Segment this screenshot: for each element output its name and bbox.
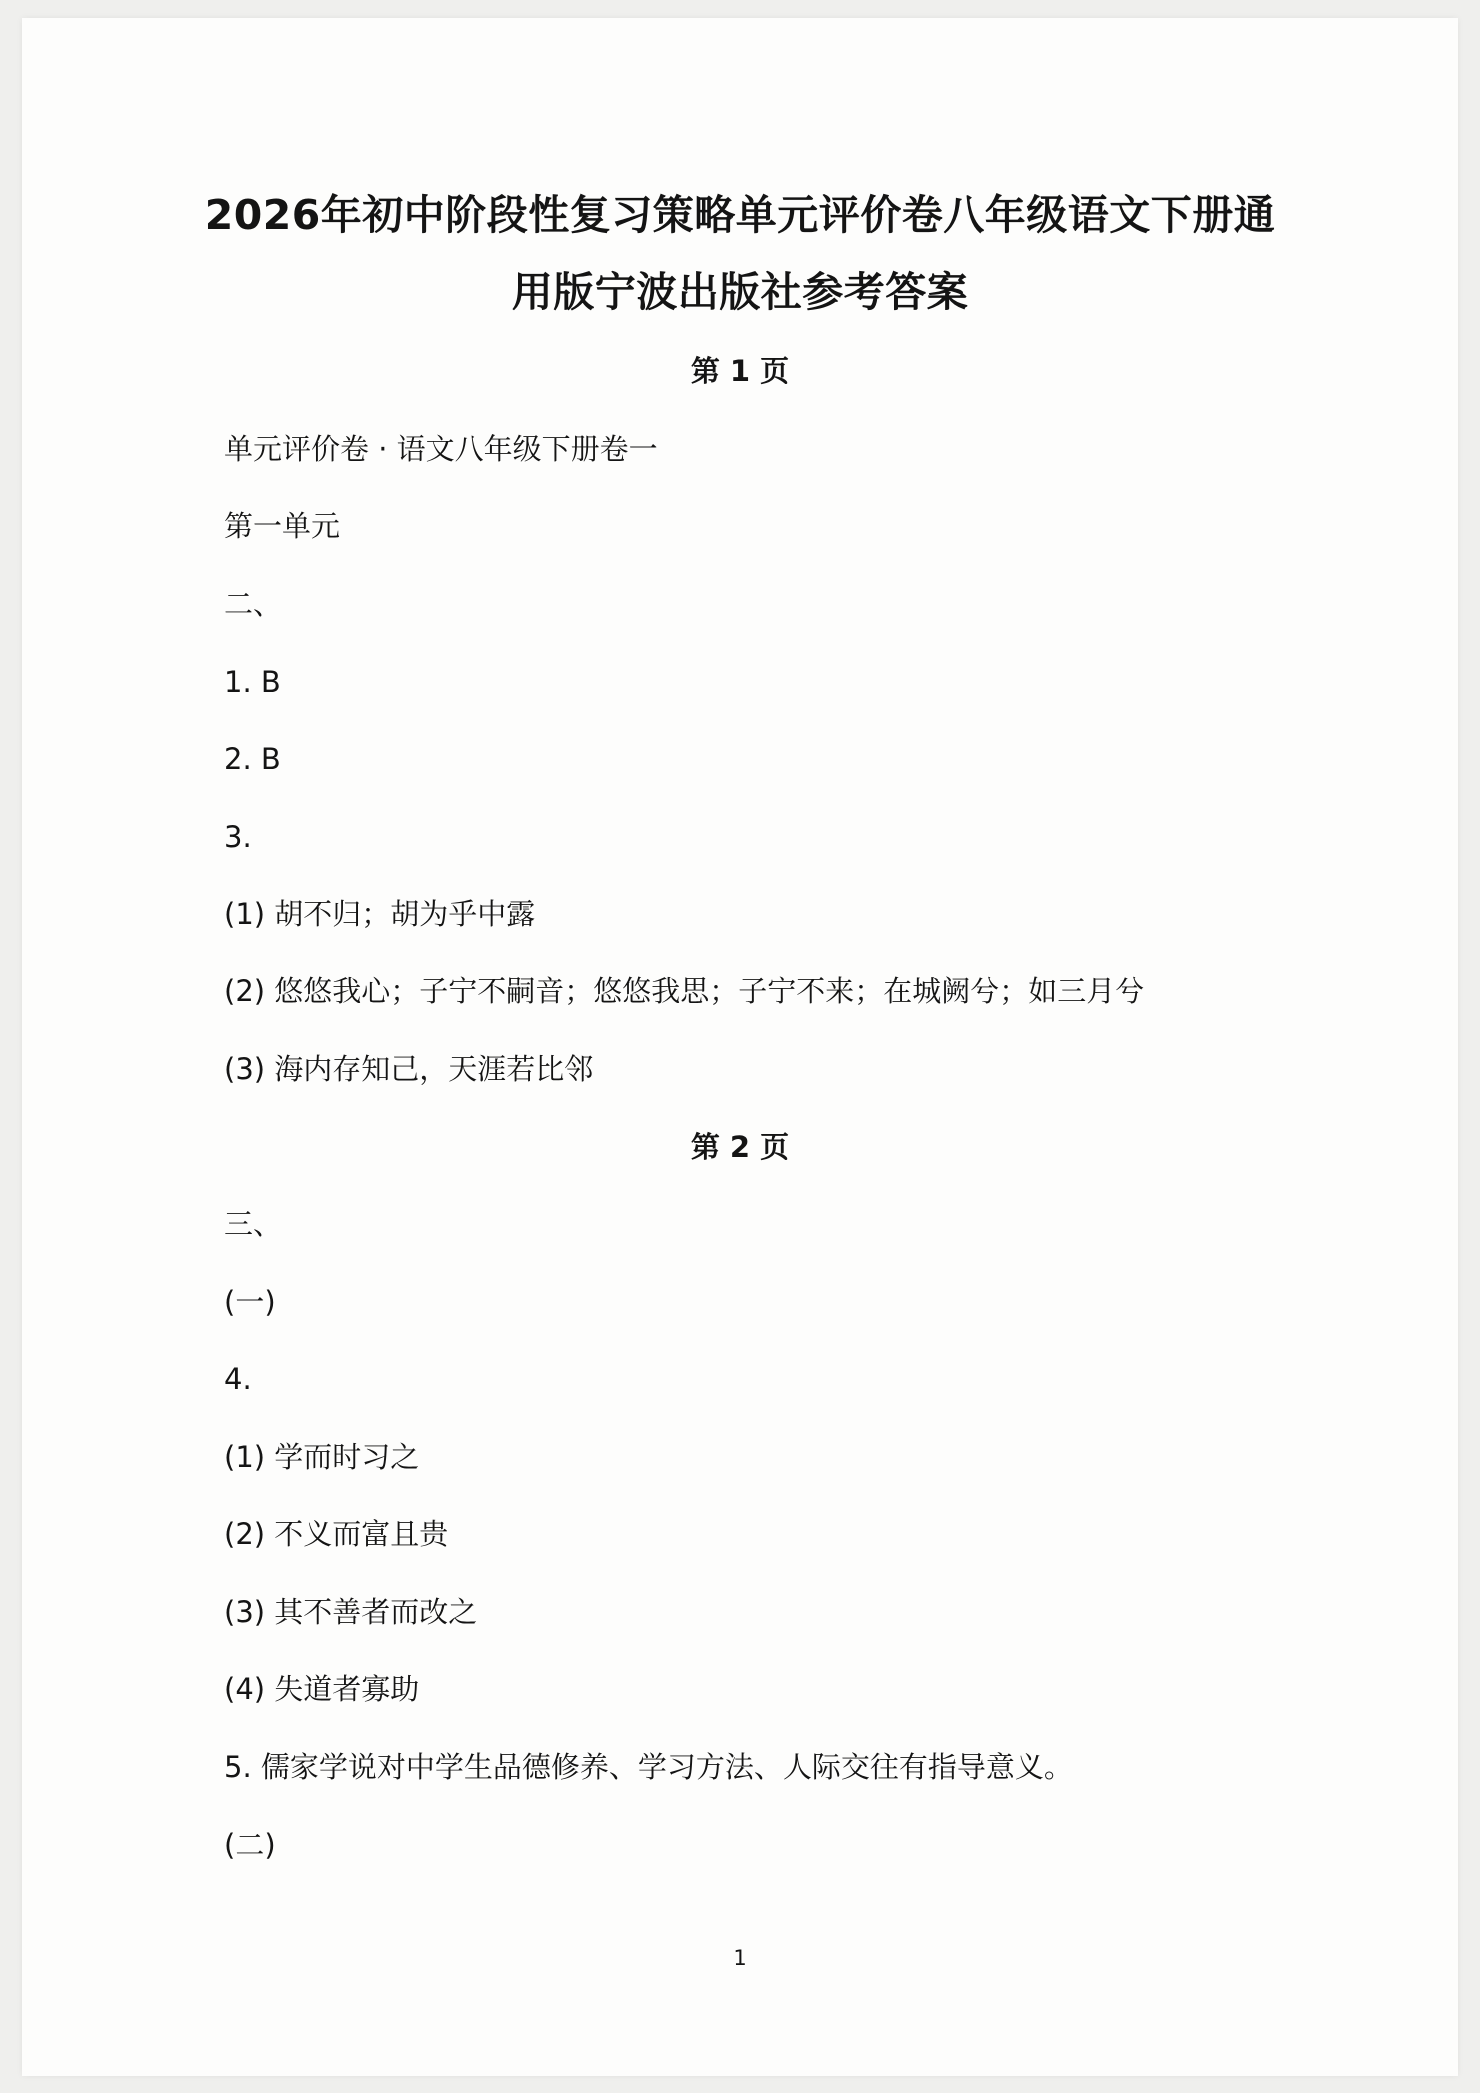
text-line: (2) 不义而富且贵 xyxy=(224,1517,449,1551)
text-line: (1) 学而时习之 xyxy=(224,1440,420,1474)
text-line: 5. 儒家学说对中学生品德修养、学习方法、人际交往有指导意义。 xyxy=(224,1750,1073,1784)
text-line: (2) 悠悠我心；子宁不嗣音；悠悠我思；子宁不来；在城阙兮；如三月兮 xyxy=(224,974,1145,1008)
text-line: 4. xyxy=(224,1362,252,1396)
text-line: 2. B xyxy=(224,742,281,776)
page-1-heading: 第 1 页 xyxy=(690,354,790,388)
text-line: 第一单元 xyxy=(224,509,341,543)
document-title-line-2: 用版宁波出版社参考答案 xyxy=(511,268,969,316)
text-line: (4) 失道者寡助 xyxy=(224,1672,420,1706)
document-title-line-1: 2026年初中阶段性复习策略单元评价卷八年级语文下册通 xyxy=(204,191,1276,239)
text-line: 单元评价卷 · 语文八年级下册卷一 xyxy=(224,432,658,466)
text-line: 1. B xyxy=(224,665,281,699)
text-line: (1) 胡不归；胡为乎中露 xyxy=(224,897,536,931)
text-line: 3. xyxy=(224,820,252,854)
text-line: (3) 海内存知己，天涯若比邻 xyxy=(224,1052,594,1086)
text-line: (3) 其不善者而改之 xyxy=(224,1595,478,1629)
text-line: 三、 xyxy=(224,1207,283,1241)
text-line: (一) xyxy=(224,1285,276,1319)
text-line: 二、 xyxy=(224,587,283,621)
page-number: 1 xyxy=(733,1946,747,1970)
text-line: (二) xyxy=(224,1828,276,1862)
page-2-heading: 第 2 页 xyxy=(690,1130,790,1164)
